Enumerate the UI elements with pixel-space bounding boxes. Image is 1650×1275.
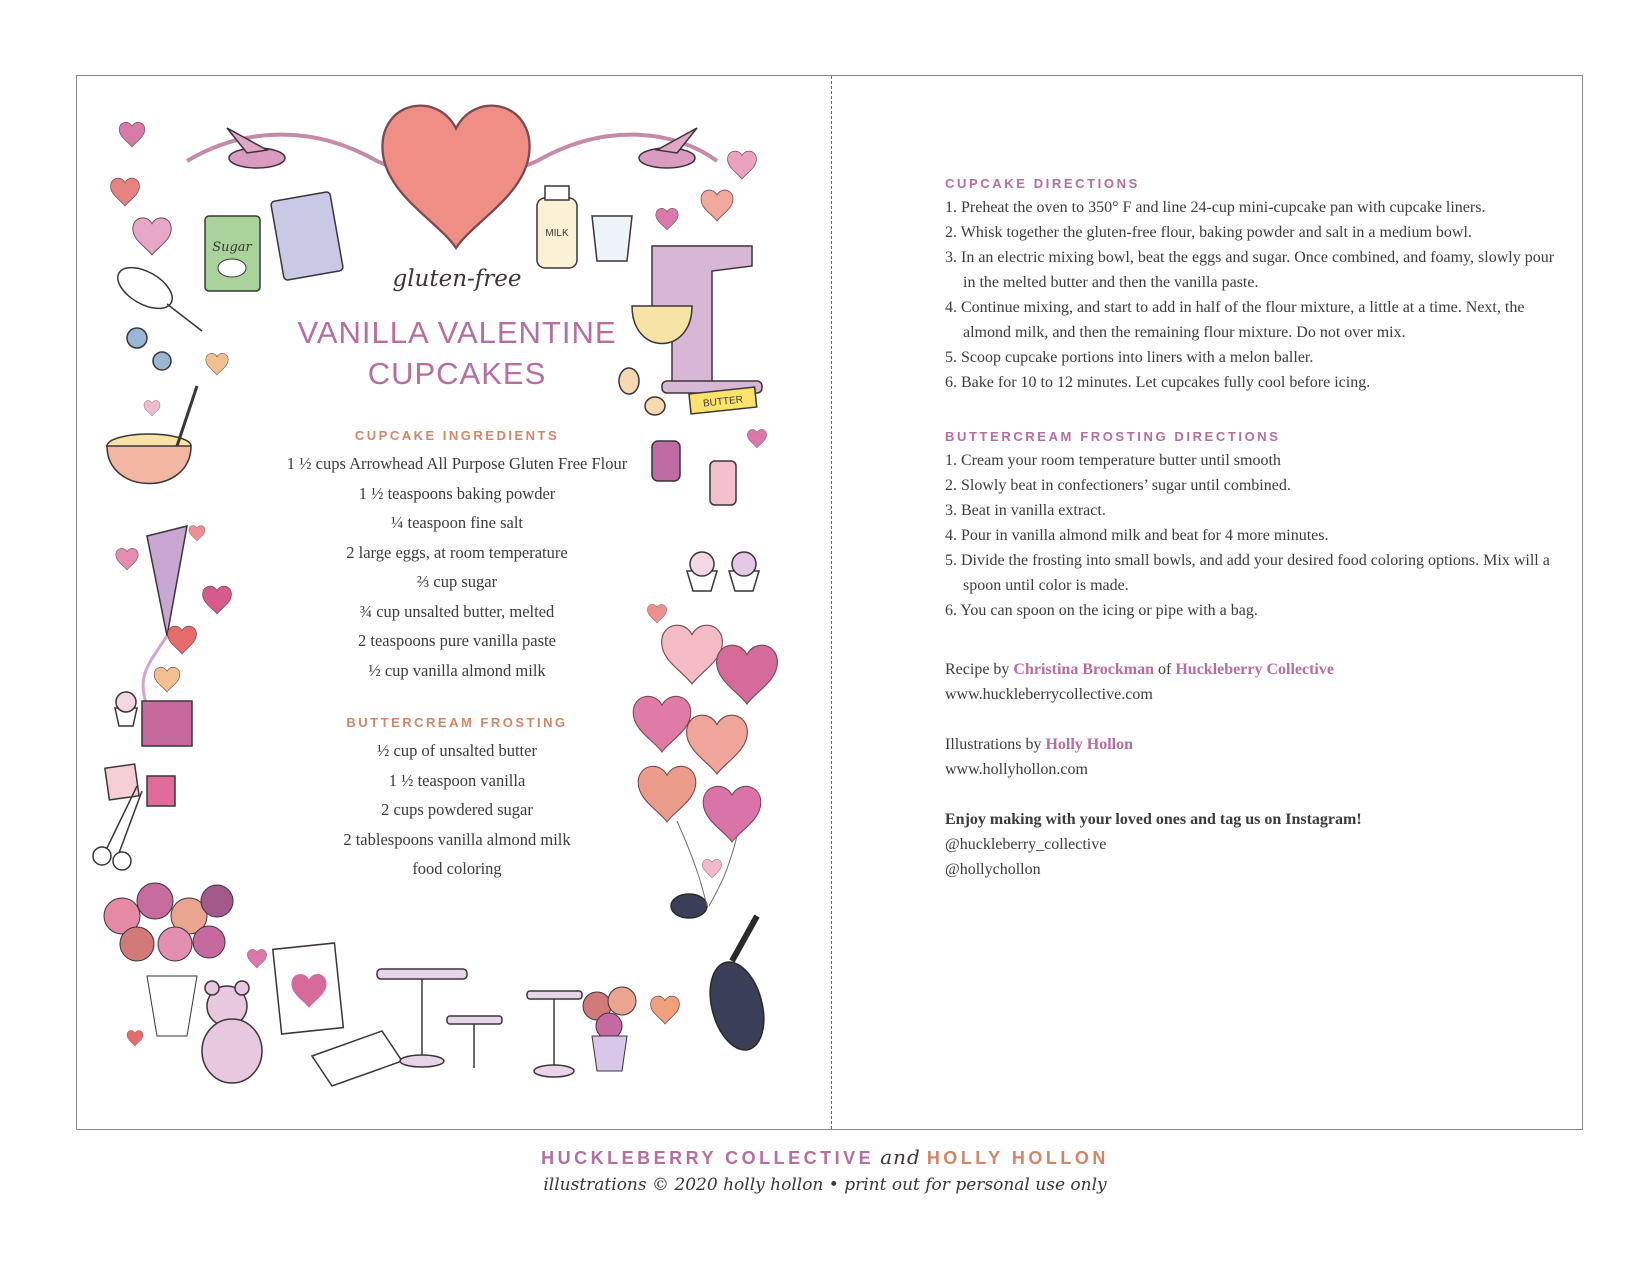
ingredient-item: 1 ½ teaspoons baking powder bbox=[358, 483, 556, 503]
recipe-org-link[interactable]: Huckleberry Collective bbox=[1175, 661, 1334, 678]
mixing-bowl-icon bbox=[107, 386, 197, 484]
frosting-heading: BUTTERCREAM FROSTING bbox=[346, 715, 568, 730]
recipe-url[interactable]: www.huckleberrycollective.com bbox=[945, 686, 1153, 703]
frosting-directions-heading: BUTTERCREAM FROSTING DIRECTIONS bbox=[945, 429, 1281, 444]
brand-holly-hollon: HOLLY HOLLON bbox=[926, 1148, 1109, 1168]
ingredients-list bbox=[257, 449, 657, 685]
valentine-card-icon bbox=[147, 776, 175, 806]
credit-prefix: Illustrations by bbox=[945, 736, 1046, 753]
ingredient-item: ¼ teaspoon fine salt bbox=[391, 513, 523, 532]
credit-of: of bbox=[1154, 661, 1176, 678]
frosting-item: 1 ½ teaspoon vanilla bbox=[388, 770, 526, 790]
measuring-cup-icon bbox=[592, 216, 632, 261]
ingredient-item: 2 teaspoons pure vanilla paste bbox=[358, 631, 556, 650]
cupcake-directions-heading: CUPCAKE DIRECTIONS bbox=[945, 176, 1140, 191]
instagram-cta: Enjoy making with your loved ones and tag us on Instagram! bbox=[945, 811, 1362, 828]
copyright-note: illustrations © 2020 holly hollon • print out for personal use only bbox=[543, 1175, 1107, 1195]
recipe-author-link[interactable]: Christina Brockman bbox=[1013, 661, 1155, 678]
directions-panel bbox=[945, 176, 1565, 882]
direction-step: 3. Beat in vanilla extract. bbox=[945, 502, 1106, 519]
frosting-item: 2 tablespoons vanilla almond milk bbox=[343, 829, 571, 849]
greeting-card-icon bbox=[273, 943, 344, 1034]
big-heart-icon bbox=[382, 106, 529, 248]
gift-box-icon bbox=[142, 701, 192, 746]
rose-vase-icon bbox=[583, 987, 636, 1071]
frosting-directions-list bbox=[945, 448, 1565, 623]
footer bbox=[0, 1145, 1650, 1195]
milk-bottle-icon bbox=[537, 186, 577, 268]
direction-step: 2. Whisk together the gluten-free flour, baking powder and salt in a medium bowl. bbox=[945, 224, 1472, 241]
direction-step: 5. Divide the frosting into small bowls, and add your desired food coloring options. Mix will a spoon until color is made. bbox=[945, 552, 1550, 594]
frosting-item: ½ cup of unsalted butter bbox=[377, 741, 537, 760]
svg-text:Sugar: Sugar bbox=[212, 240, 252, 255]
credits bbox=[945, 657, 1565, 882]
svg-text:MILK: MILK bbox=[545, 228, 569, 239]
direction-step: 1. Preheat the oven to 350° F and line 24-cup mini-cupcake pan with cupcake liners. bbox=[945, 199, 1486, 216]
svg-text:BUTTER: BUTTER bbox=[702, 394, 744, 410]
footer-brand bbox=[0, 1145, 1650, 1169]
illustrator-url[interactable]: www.hollyhollon.com bbox=[945, 761, 1088, 778]
recipe-title-line2: CUPCAKES bbox=[367, 356, 547, 391]
dog-icon bbox=[671, 894, 773, 1056]
frosting-item: 2 cups powdered sugar bbox=[381, 800, 533, 819]
recipe-title-line1: VANILLA VALENTINE bbox=[297, 315, 617, 350]
ingredient-item: ½ cup vanilla almond milk bbox=[368, 660, 546, 680]
illustration-credit bbox=[945, 732, 1565, 757]
sprinkles-jar-icon bbox=[710, 461, 736, 505]
frosting-item: food coloring bbox=[412, 859, 502, 878]
fold-line bbox=[831, 76, 832, 1129]
ingredient-item: ⅔ cup sugar bbox=[416, 572, 498, 591]
direction-step: 1. Cream your room temperature butter until smooth bbox=[945, 452, 1281, 469]
brand-huckleberry: HUCKLEBERRY COLLECTIVE bbox=[541, 1148, 875, 1168]
direction-step: 2. Slowly beat in confectioners’ sugar until combined. bbox=[945, 477, 1291, 494]
envelope-icon bbox=[312, 1031, 402, 1086]
instagram-handle[interactable]: @huckleberry_collective bbox=[945, 836, 1107, 853]
frosting-list bbox=[257, 736, 657, 884]
direction-step: 5. Scoop cupcake portions into liners with a melon baller. bbox=[945, 349, 1314, 366]
whisk-icon bbox=[111, 259, 202, 331]
brand-and: and bbox=[880, 1145, 921, 1169]
direction-step: 4. Pour in vanilla almond milk and beat for 4 more minutes. bbox=[945, 527, 1329, 544]
ingredient-item: 1 ½ cups Arrowhead All Purpose Gluten Free Flour bbox=[286, 454, 628, 473]
recipe-subtitle: gluten-free bbox=[392, 266, 522, 292]
cake-stand-icon bbox=[377, 969, 582, 1077]
direction-step: 6. You can spoon on the icing or pipe with a bag. bbox=[945, 602, 1258, 619]
piping-bag-icon bbox=[147, 526, 187, 636]
teddy-bear-icon bbox=[202, 981, 262, 1083]
ingredient-item: 2 large eggs, at room temperature bbox=[346, 542, 568, 562]
direction-step: 6. Bake for 10 to 12 minutes. Let cupcakes fully cool before icing. bbox=[945, 374, 1371, 391]
direction-step: 4. Continue mixing, and start to add in half of the flour mixture, a little at a time. Next, the almond milk, and then the remaining flour mixture. Do not over mix. bbox=[945, 299, 1525, 341]
illustrator-link[interactable]: Holly Hollon bbox=[1045, 736, 1134, 753]
measuring-spoons-icon bbox=[127, 328, 171, 370]
recipe-title bbox=[257, 312, 657, 394]
recipe-card bbox=[76, 75, 1583, 1130]
valentine-card-icon bbox=[105, 764, 139, 800]
recipe-credit bbox=[945, 657, 1565, 682]
direction-step: 3. In an electric mixing bowl, beat the eggs and sugar. Once combined, and foamy, slowly pour in the melted butter and then the vanilla paste. bbox=[945, 249, 1555, 291]
ingredient-item: ¾ cup unsalted butter, melted bbox=[359, 601, 555, 621]
recipe-left-panel bbox=[257, 266, 657, 914]
credit-prefix: Recipe by bbox=[945, 661, 1014, 678]
ingredients-heading: CUPCAKE INGREDIENTS bbox=[354, 428, 560, 443]
cupcake-directions-list bbox=[945, 195, 1565, 395]
instagram-handle[interactable]: @hollychollon bbox=[945, 861, 1041, 878]
sugar-bag-icon bbox=[205, 216, 260, 291]
